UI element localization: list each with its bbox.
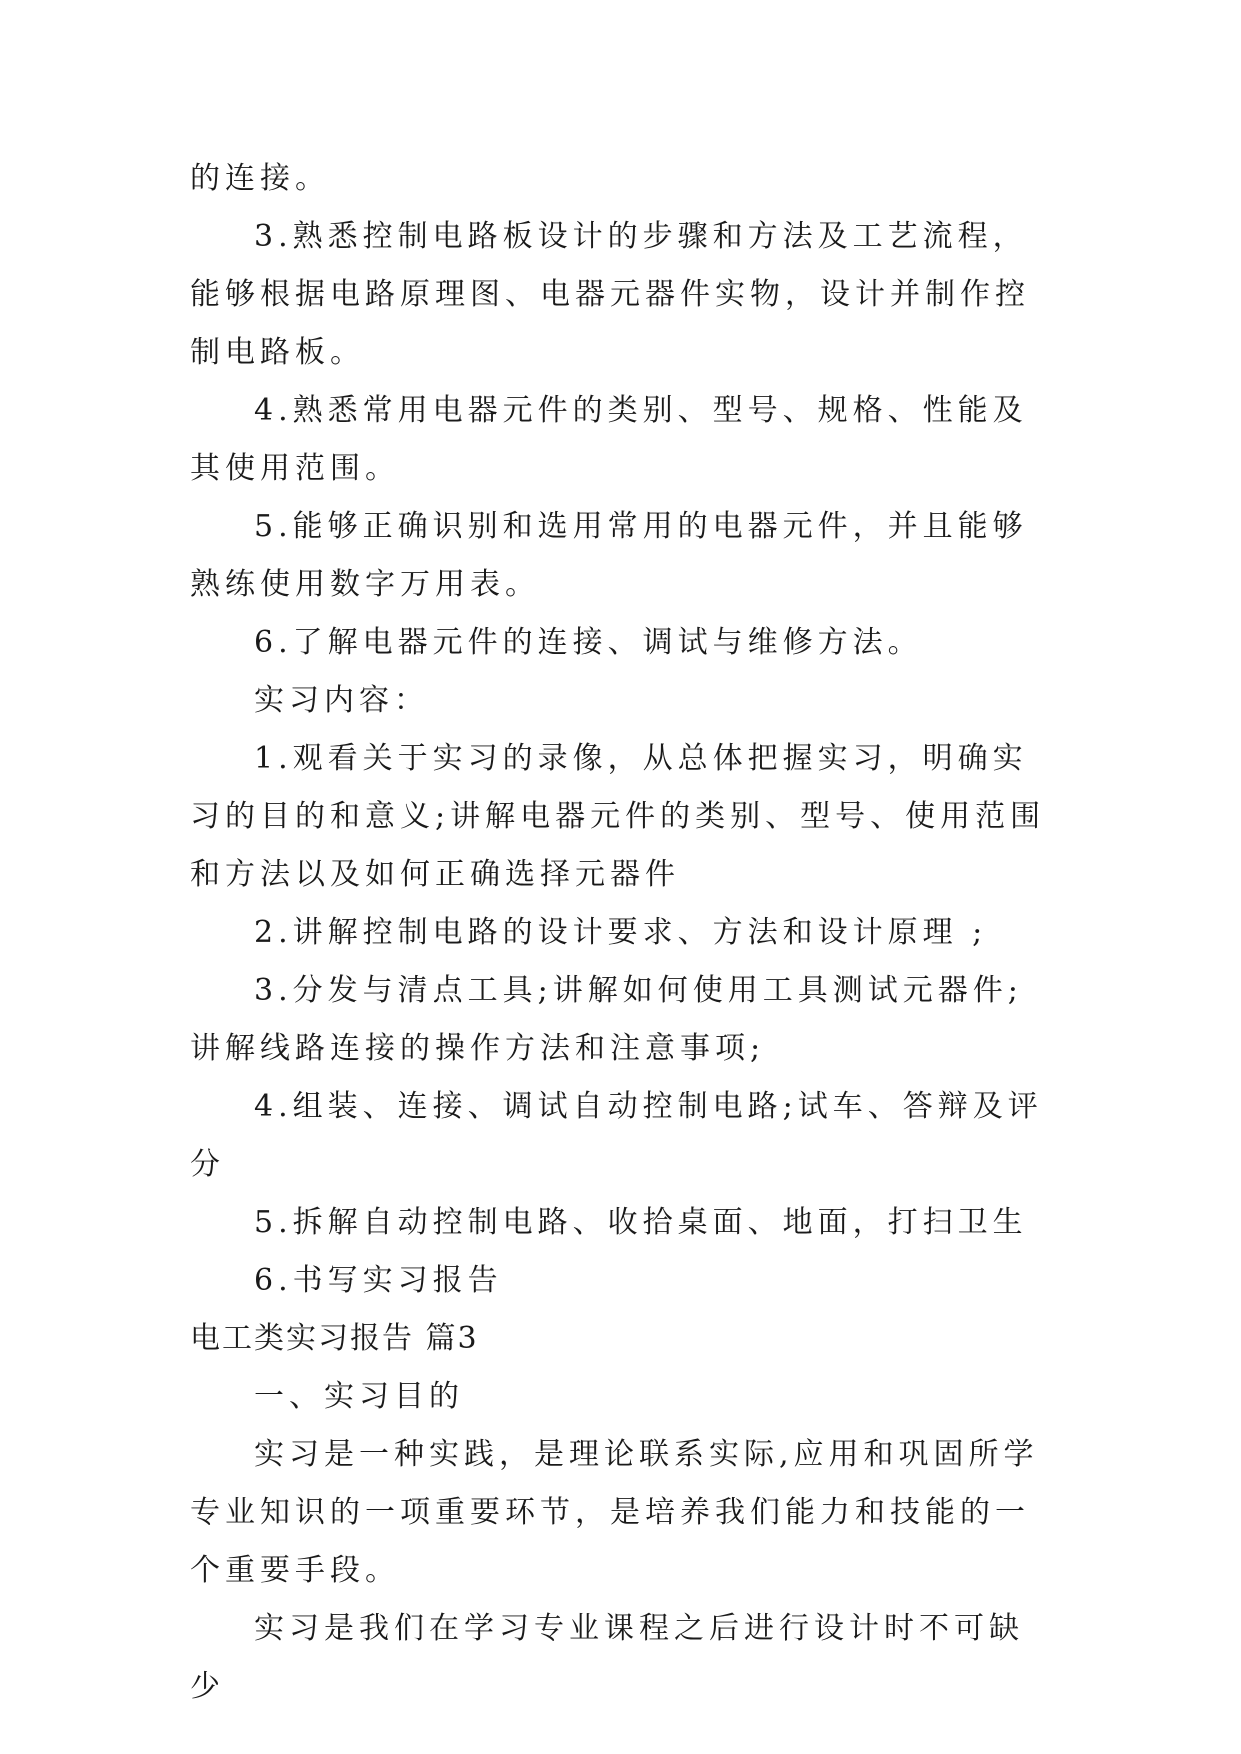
paragraph: 5.能够正确识别和选用常用的电器元件，并且能够熟练使用数字万用表。 xyxy=(190,509,1028,602)
paragraph: 的连接。 xyxy=(190,161,330,196)
paragraph: 3.熟悉控制电路板设计的步骤和方法及工艺流程，能够根据电路原理图、电器元器件实物，设计并制作控制电路板。 xyxy=(190,219,1030,370)
paragraph: 6.了解电器元件的连接、调试与维修方法。 xyxy=(254,625,923,660)
paragraph: 3.分发与清点工具;讲解如何使用工具测试元器件;讲解线路连接的操作方法和注意事项; xyxy=(190,973,1023,1066)
document-body xyxy=(190,150,1050,1716)
paragraph: 1.观看关于实习的录像，从总体把握实习，明确实习的目的和意义;讲解电器元件的类别、型号、使用范围和方法以及如何正确选择元器件 xyxy=(190,741,1046,892)
paragraph: 实习是一种实践，是理论联系实际,应用和巩固所学专业知识的一项重要环节，是培养我们能力和技能的一个重要手段。 xyxy=(190,1437,1039,1588)
paragraph: 4.熟悉常用电器元件的类别、型号、规格、性能及其使用范围。 xyxy=(190,393,1028,486)
paragraph: 2.讲解控制电路的设计要求、方法和设计原理 ; xyxy=(254,915,988,950)
paragraph: 4.组装、连接、调试自动控制电路;试车、答辩及评分 xyxy=(190,1089,1043,1182)
paragraph: 一、实习目的 xyxy=(254,1379,464,1414)
paragraph: 实习是我们在学习专业课程之后进行设计时不可缺少 xyxy=(190,1611,1024,1704)
paragraph: 6.书写实习报告 xyxy=(254,1263,503,1298)
paragraph: 实习内容： xyxy=(254,683,429,718)
paragraph: 5.拆解自动控制电路、收拾桌面、地面，打扫卫生 xyxy=(254,1205,1028,1240)
section-heading: 电工类实习报告 篇3 xyxy=(190,1321,479,1356)
